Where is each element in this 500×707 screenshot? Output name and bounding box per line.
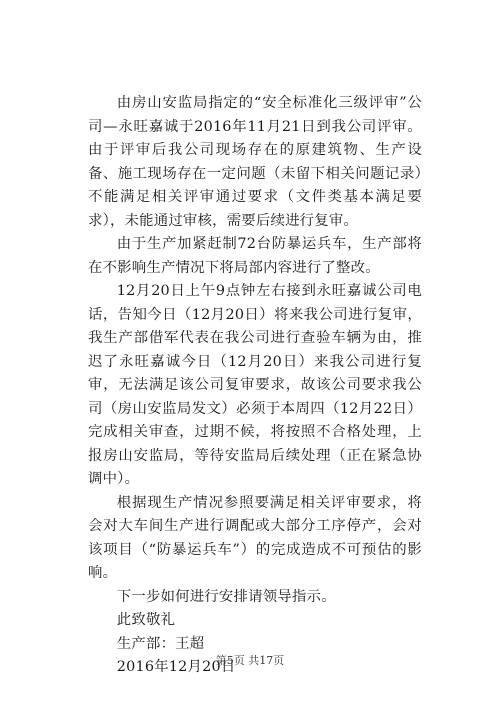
signature-date: 2016年12月20日 [116, 659, 236, 675]
paragraph-production-rectification: 由于生产加紧赶制72台防暴运兵车，生产部将在不影响生产情况下将局部内容进行了整改。 [88, 236, 422, 276]
letter-body [88, 92, 422, 680]
paragraph-review-background: 由房山安监局指定的“安全标准化三级评审”公司—永旺嘉诚于2016年11月21日到我公司评审。由于评审后我公司现场存在的原建筑物、生产设备、施工现场存在一定问题（未留下相关问题记录）不能满足相关评审通过要求（文件类基本满足要求），未能通过审核，需要后续进行复审。 [88, 95, 422, 229]
closing-salutation: 此致敬礼 [116, 612, 176, 628]
signature-department: 生产部：王超 [116, 635, 205, 652]
page-number-footer: 第5页 共17页 [215, 654, 285, 667]
paragraph-reinspection-call: 12月20日上午9点钟左右接到永旺嘉诚公司电话，告知今日（12月20日）将来我公司进行复审，我生产部借军代表在我公司进行查验车辆为由，推迟了永旺嘉诚今日（12月20日）来我公司进行复审，无法满足该公司复审要求，故该公司要求我公司（房山安监局发文）必须于本周四（12月22日）完成相关审查，过期不候，将按照不合格处理，上报房山安监局，等待安监局后续处理（正在紧急协调中）。 [88, 283, 422, 487]
paragraph-request-instruction: 下一步如何进行安排请领导指示。 [116, 588, 336, 605]
paragraph-impact: 根据现生产情况参照要满足相关评审要求，将会对大车间生产进行调配或大部分工序停产，会对该项目（“防暴运兵车”）的完成造成不可预估的影响。 [88, 494, 422, 581]
